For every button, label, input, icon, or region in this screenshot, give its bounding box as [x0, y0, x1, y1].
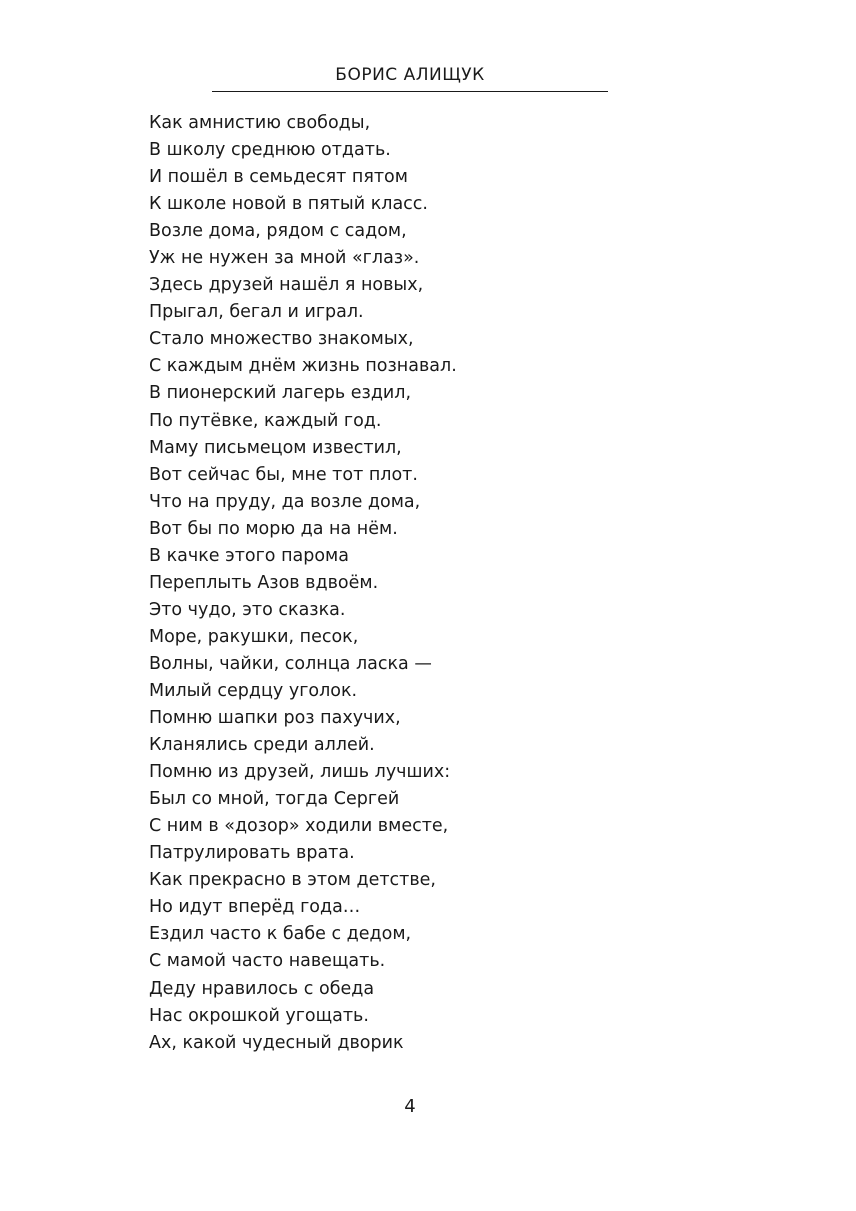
poem-line: Переплыть Азов вдвоём.	[149, 572, 379, 593]
poem-line: И пошёл в семьдесят пятом	[149, 167, 408, 188]
poem-line: С каждым днём жизнь познавал.	[149, 356, 457, 377]
poem-line: Вот сейчас бы, мне тот плот.	[149, 464, 418, 485]
poem-line: Был со мной, тогда Сергей	[149, 789, 400, 810]
running-header-author: БОРИС АЛИЩУК	[335, 65, 485, 85]
poem-line: Уж не нужен за мной «глаз».	[149, 248, 420, 269]
poem-text	[149, 110, 457, 1057]
poem-line: Патрулировать врата.	[149, 843, 355, 864]
poem-line: Кланялись среди аллей.	[149, 735, 375, 756]
poem-line: Что на пруду, да возле дома,	[149, 491, 421, 512]
poem-line: Деду нравилось с обеда	[149, 978, 375, 999]
poem-line: Стало множество знакомых,	[149, 329, 414, 350]
poem-line: Море, ракушки, песок,	[149, 626, 359, 647]
poem-line: К школе новой в пятый класс.	[149, 194, 428, 215]
page-number: 4	[404, 1096, 416, 1117]
poem-line: Как прекрасно в этом детстве,	[149, 870, 436, 891]
poem-line: В пионерский лагерь ездил,	[149, 383, 412, 404]
poem-line: Нас окрошкой угощать.	[149, 1005, 369, 1026]
poem-line: По путёвке, каждый год.	[149, 410, 382, 431]
poem-line: Прыгал, бегал и играл.	[149, 302, 364, 323]
poem-line: Как амнистию свободы,	[149, 113, 371, 133]
poem-line: С ним в «дозор» ходили вместе,	[149, 816, 449, 837]
poem-line: Это чудо, это сказка.	[149, 599, 346, 620]
poem-line: В школу среднюю отдать.	[149, 140, 391, 161]
poem-line: Волны, чайки, солнца ласка —	[149, 653, 432, 674]
poem-line: Помню шапки роз пахучих,	[149, 708, 401, 729]
poem-line: Помню из друзей, лишь лучших:	[149, 762, 451, 783]
poem-line: Ездил часто к бабе с дедом,	[149, 924, 412, 945]
poem-line: Вот бы по морю да на нём.	[149, 518, 398, 539]
poem-line: В качке этого парома	[149, 545, 349, 566]
header-rule	[212, 91, 608, 92]
poem-line: С мамой часто навещать.	[149, 951, 386, 972]
poem-line: Здесь друзей нашёл я новых,	[149, 275, 424, 296]
poem-line: Возле дома, рядом с садом,	[149, 221, 407, 242]
poem-line: Милый сердцу уголок.	[149, 680, 358, 701]
poem-line: Но идут вперёд года…	[149, 897, 361, 918]
poem-line: Ах, какой чудесный дворик	[149, 1032, 404, 1053]
poem-line: Маму письмецом известил,	[149, 437, 402, 458]
